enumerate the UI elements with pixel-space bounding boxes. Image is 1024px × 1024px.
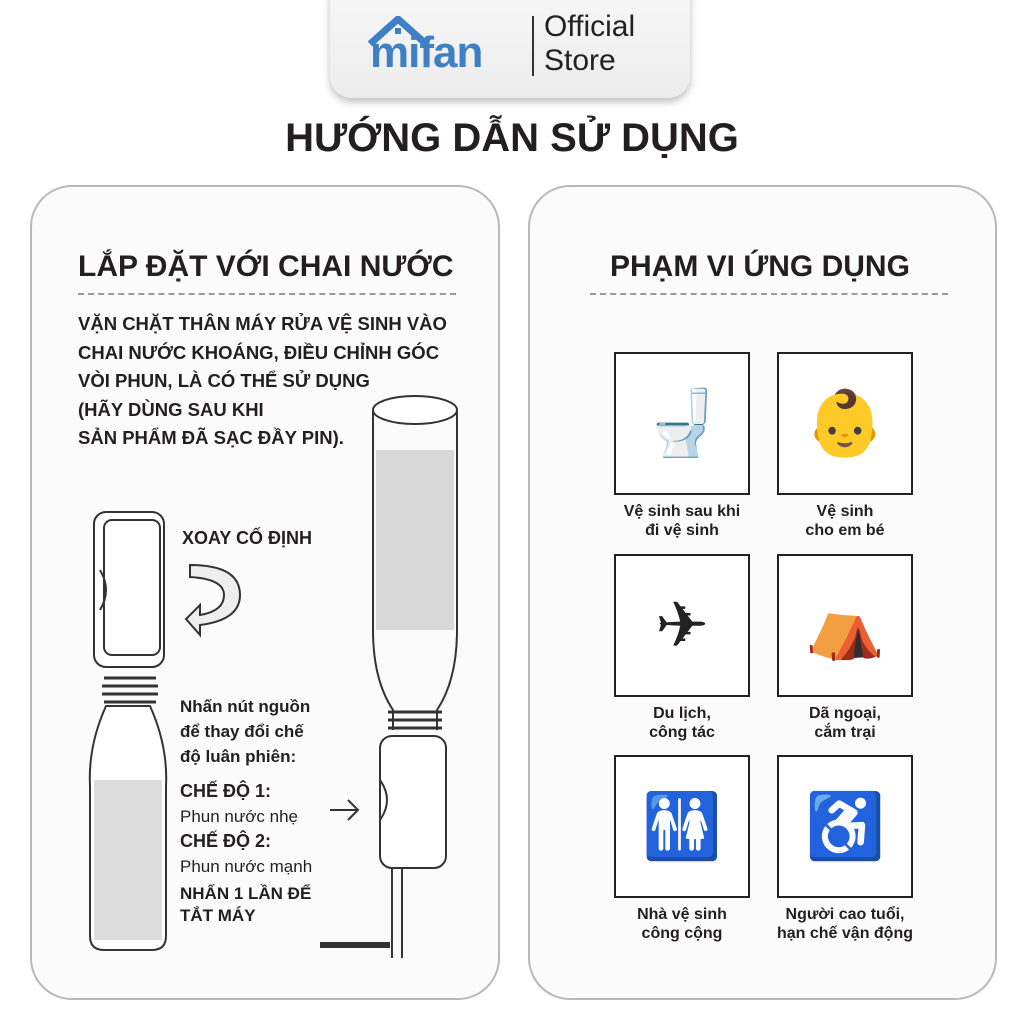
caption-line: hạn chế vận động [776, 925, 913, 942]
logo-text: mifan [370, 28, 483, 77]
usage-icon-box [777, 755, 913, 898]
installation-heading: LẮP ĐẶT VỚI CHAI NƯỚC [78, 250, 454, 283]
mode2-description: Phun nước mạnh [180, 857, 313, 876]
usage-icon-1: 👶 [805, 387, 885, 459]
press-line: để thay đổi chế [180, 722, 304, 741]
usage-icon-box [614, 554, 750, 697]
usage-caption [597, 502, 767, 540]
usage-icon-3: ⛺ [805, 589, 885, 661]
caption-line: Vệ sinh sau khi [623, 503, 741, 520]
instruction-line: (HÃY DÙNG SAU KHI [78, 398, 264, 420]
caption-line: Nhà vệ sinh [637, 906, 727, 923]
caption-line: Vệ sinh [816, 503, 874, 520]
application-panel [528, 185, 997, 1000]
usage-icon-box [614, 755, 750, 898]
store-text: Store [544, 44, 616, 77]
usage-icon-box [614, 352, 750, 495]
instruction-line: CHAI NƯỚC KHOÁNG, ĐIỀU CHỈNH GÓC [78, 341, 440, 363]
usage-icon-0: 🚽 [642, 387, 722, 459]
brand-logo-card [330, 0, 690, 98]
page-title: HƯỚNG DẪN SỬ DỤNG [285, 116, 739, 160]
caption-line: Du lịch, [653, 705, 711, 722]
caption-line: Người cao tuổi, [785, 906, 905, 923]
mode1-description: Phun nước nhẹ [180, 807, 298, 826]
caption-line: cắm trại [814, 724, 876, 741]
application-heading: PHẠM VI ỨNG DỤNG [610, 250, 910, 283]
rotate-label: XOAY CỐ ĐỊNH [182, 528, 313, 548]
press-line: Nhấn nút nguồn [180, 697, 311, 716]
caption-line: cho em bé [805, 522, 885, 539]
caption-line: công cộng [641, 925, 723, 942]
usage-caption [760, 502, 930, 540]
usage-caption [597, 704, 767, 742]
instruction-line: VẶN CHẶT THÂN MÁY RỬA VỆ SINH VÀO [78, 313, 447, 334]
instruction-line: VÒI PHUN, LÀ CÓ THỂ SỬ DỤNG [78, 370, 370, 391]
usage-icon-2: ✈ [655, 589, 709, 661]
divider [590, 293, 948, 295]
instruction-line: SẢN PHẨM ĐÃ SẠC ĐẦY PIN). [78, 427, 344, 448]
mode2-title: CHẾ ĐỘ 2: [180, 831, 272, 851]
usage-caption [760, 905, 930, 943]
caption-line: đi vệ sinh [645, 522, 719, 539]
logo-divider [532, 16, 534, 76]
divider [78, 293, 456, 295]
usage-icon-box [777, 352, 913, 495]
official-text: Official [544, 10, 636, 43]
caption-line: công tác [649, 724, 715, 741]
mode1-title: CHẾ ĐỘ 1: [180, 781, 272, 801]
off-line: NHẤN 1 LẦN ĐỂ [180, 884, 312, 903]
caption-line: Dã ngoại, [808, 705, 881, 722]
usage-icon-box [777, 554, 913, 697]
press-line: độ luân phiên: [180, 747, 297, 766]
usage-caption [760, 704, 930, 742]
usage-caption [597, 905, 767, 943]
press-instructions [180, 694, 312, 927]
usage-icon-5: ♿ [805, 790, 885, 862]
off-line: TẮT MÁY [180, 906, 256, 925]
usage-icon-4: 🚻 [642, 790, 722, 862]
